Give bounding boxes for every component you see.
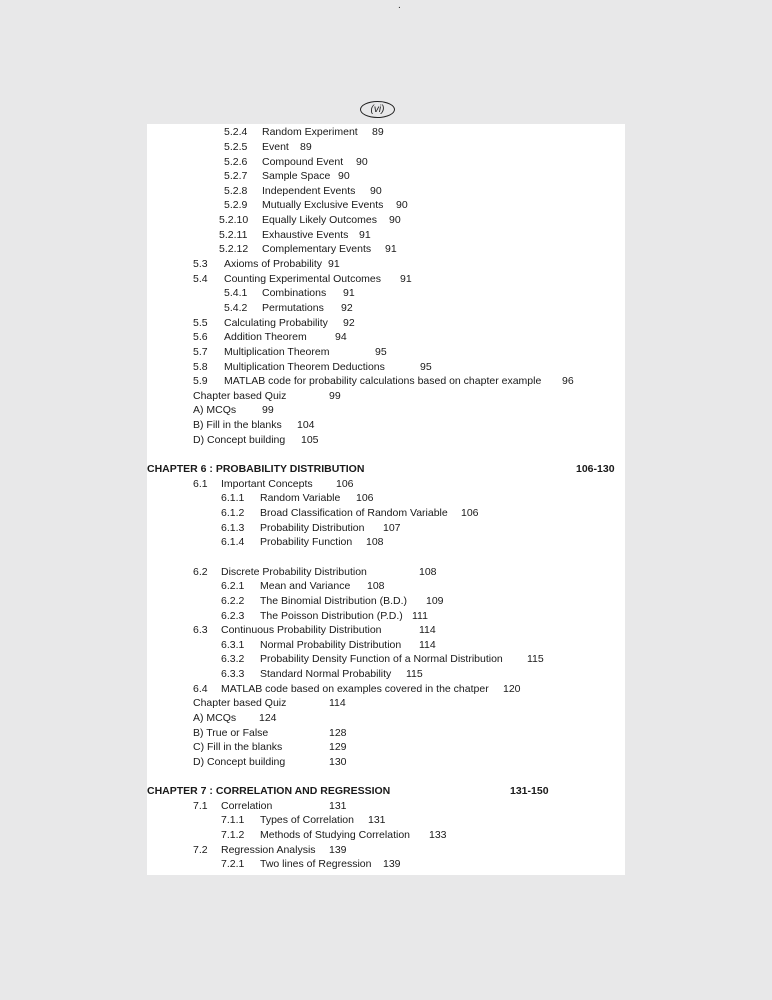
toc-title: Axioms of Probability xyxy=(224,258,323,270)
toc-title: B) Fill in the blanks xyxy=(193,419,282,431)
toc-number: 6.1 xyxy=(193,478,208,490)
toc-number: 6.3 xyxy=(193,624,208,636)
toc-number: 7.2 xyxy=(193,844,208,856)
toc-title: Calculating Probability xyxy=(224,317,328,329)
toc-page: 108 xyxy=(419,566,437,578)
chapter-range: 131-150 xyxy=(510,785,549,797)
toc-number: 6.4 xyxy=(193,683,208,695)
chapter-heading xyxy=(147,784,567,799)
toc-page: 91 xyxy=(359,229,371,241)
toc-number: 6.2 xyxy=(193,566,208,578)
toc-number: 5.2.8 xyxy=(224,185,248,197)
toc-title: D) Concept building xyxy=(193,434,286,446)
toc-number: 6.3.1 xyxy=(221,639,245,651)
toc-title: Discrete Probability Distribution xyxy=(221,566,367,578)
chapter-heading xyxy=(147,462,617,477)
toc-number: 6.2.1 xyxy=(221,580,245,592)
toc-page: 90 xyxy=(356,156,368,168)
toc-title: Random Variable xyxy=(260,492,341,504)
toc-page: 139 xyxy=(329,844,347,856)
toc-title: Addition Theorem xyxy=(224,331,307,343)
toc-page: 115 xyxy=(406,668,423,680)
toc-number: 5.2.10 xyxy=(219,214,249,226)
toc-number: 5.5 xyxy=(193,317,208,329)
toc-title: Standard Normal Probability xyxy=(260,668,392,680)
toc-page: 108 xyxy=(367,580,385,592)
toc-number: 5.6 xyxy=(193,331,208,343)
toc-number: 6.2.3 xyxy=(221,610,245,622)
toc-title: Mutually Exclusive Events xyxy=(262,199,384,211)
toc-title: Types of Correlation xyxy=(260,814,354,826)
toc-number: 6.1.4 xyxy=(221,536,245,548)
toc-title: The Poisson Distribution (P.D.) xyxy=(260,610,403,622)
toc-page: 131 xyxy=(368,814,386,826)
toc-title: Probability Distribution xyxy=(260,522,365,534)
toc-number: 6.1.3 xyxy=(221,522,245,534)
toc-number: 5.2.5 xyxy=(224,141,248,153)
toc-page: 92 xyxy=(341,302,353,314)
toc-title: Probability Function xyxy=(260,536,353,548)
toc-number: 7.1.1 xyxy=(221,814,245,826)
toc-title: A) MCQs xyxy=(193,404,237,416)
toc-page: 92 xyxy=(343,317,355,329)
toc-title: D) Concept building xyxy=(193,756,286,768)
toc-title: MATLAB code based on examples covered in the chatper xyxy=(221,683,489,695)
toc-number: 5.2.6 xyxy=(224,156,248,168)
toc-title: Sample Space xyxy=(262,170,331,182)
toc-page: 128 xyxy=(329,727,347,739)
toc-number: 5.7 xyxy=(193,346,208,358)
toc-page: 104 xyxy=(297,419,315,431)
toc-page: 96 xyxy=(562,375,574,387)
toc-title: Independent Events xyxy=(262,185,356,197)
toc-title: Multiplication Theorem Deductions xyxy=(224,361,385,373)
toc-page: 91 xyxy=(385,243,397,255)
toc-title: Event xyxy=(262,141,289,153)
toc-title: Exhaustive Events xyxy=(262,229,349,241)
toc-number: 5.4.2 xyxy=(224,302,248,314)
toc-page: 108 xyxy=(366,536,384,548)
toc-page: 95 xyxy=(375,346,387,358)
toc-title: Complementary Events xyxy=(262,243,372,255)
toc-number: 5.4.1 xyxy=(224,287,248,299)
toc-page: 111 xyxy=(412,610,428,622)
toc-title: Chapter based Quiz xyxy=(193,697,287,709)
toc-page: 90 xyxy=(338,170,350,182)
toc-page: 114 xyxy=(419,624,436,636)
toc-page: 91 xyxy=(343,287,355,299)
toc-title: Compound Event xyxy=(262,156,344,168)
toc-title: C) Fill in the blanks xyxy=(193,741,283,753)
toc-title: MATLAB code for probability calculations based on chapter example xyxy=(224,375,542,387)
toc-page: 106 xyxy=(356,492,374,504)
toc-title: Continuous Probability Distribution xyxy=(221,624,382,636)
toc-page: 109 xyxy=(426,595,444,607)
toc-title: Probability Density Function of a Normal Distribution xyxy=(260,653,503,665)
toc-title: Combinations xyxy=(262,287,327,299)
toc-title: Equally Likely Outcomes xyxy=(262,214,377,226)
toc-title: Correlation xyxy=(221,800,273,812)
toc-page: 106 xyxy=(336,478,354,490)
toc-number: 6.2.2 xyxy=(221,595,245,607)
toc-page: 115 xyxy=(527,653,544,665)
toc-page: 91 xyxy=(400,273,412,285)
toc-page: 133 xyxy=(429,829,447,841)
toc-page: 94 xyxy=(335,331,347,343)
toc-title: Normal Probability Distribution xyxy=(260,639,402,651)
toc-page: 139 xyxy=(383,858,401,870)
toc-page: 114 xyxy=(329,697,346,709)
toc-number: 5.2.12 xyxy=(219,243,249,255)
toc-page: 120 xyxy=(503,683,521,695)
toc-page: 124 xyxy=(259,712,277,724)
toc-page: 114 xyxy=(419,639,436,651)
toc-number: 6.1.1 xyxy=(221,492,245,504)
toc-page: 90 xyxy=(396,199,408,211)
toc-page: 131 xyxy=(329,800,347,812)
toc-number: 5.8 xyxy=(193,361,208,373)
toc-number: 6.1.2 xyxy=(221,507,245,519)
toc-title: Chapter based Quiz xyxy=(193,390,287,402)
toc-title: A) MCQs xyxy=(193,712,237,724)
toc-page: 89 xyxy=(372,126,384,138)
toc-number: 7.1.2 xyxy=(221,829,245,841)
toc-page: 106 xyxy=(461,507,479,519)
toc-number: 6.3.2 xyxy=(221,653,245,665)
toc-number: 5.2.7 xyxy=(224,170,248,182)
toc-page: 105 xyxy=(301,434,319,446)
toc-number: 5.2.9 xyxy=(224,199,248,211)
toc-page: 99 xyxy=(329,390,341,402)
toc-title: B) True or False xyxy=(193,727,269,739)
toc-number: 7.2.1 xyxy=(221,858,245,870)
toc-page: 91 xyxy=(328,258,340,270)
chapter-range: 106-130 xyxy=(576,463,615,475)
toc-number: 5.4 xyxy=(193,273,208,285)
toc-page: 107 xyxy=(383,522,401,534)
toc-page: 99 xyxy=(262,404,274,416)
toc-title: The Binomial Distribution (B.D.) xyxy=(260,595,408,607)
page-dot: . xyxy=(398,0,401,11)
toc-page: 130 xyxy=(329,756,347,768)
toc-page: 90 xyxy=(389,214,401,226)
toc-number: 7.1 xyxy=(193,800,208,812)
toc-page: 95 xyxy=(420,361,432,373)
toc-number: 6.3.3 xyxy=(221,668,245,680)
toc-title: Two lines of Regression xyxy=(260,858,372,870)
toc-page: 89 xyxy=(300,141,312,153)
toc-title: Regression Analysis xyxy=(221,844,316,856)
toc-number: 5.2.11 xyxy=(219,229,248,241)
toc-number: 5.2.4 xyxy=(224,126,248,138)
toc-title: Counting Experimental Outcomes xyxy=(224,273,381,285)
toc-title: Mean and Variance xyxy=(260,580,351,592)
toc-title: Methods of Studying Correlation xyxy=(260,829,410,841)
toc-number: 5.3 xyxy=(193,258,208,270)
toc-title: Important Concepts xyxy=(221,478,313,490)
toc-title: Broad Classification of Random Variable xyxy=(260,507,448,519)
toc-number: 5.9 xyxy=(193,375,208,387)
page-number-oval: (vi) xyxy=(360,101,395,118)
toc-page: 129 xyxy=(329,741,347,753)
chapter-title: CHAPTER 7 : CORRELATION AND REGRESSION xyxy=(147,785,391,797)
toc-page: 90 xyxy=(370,185,382,197)
toc-title: Random Experiment xyxy=(262,126,358,138)
toc-title: Permutations xyxy=(262,302,324,314)
toc-title: Multiplication Theorem xyxy=(224,346,330,358)
chapter-title: CHAPTER 6 : PROBABILITY DISTRIBUTION xyxy=(147,463,365,475)
